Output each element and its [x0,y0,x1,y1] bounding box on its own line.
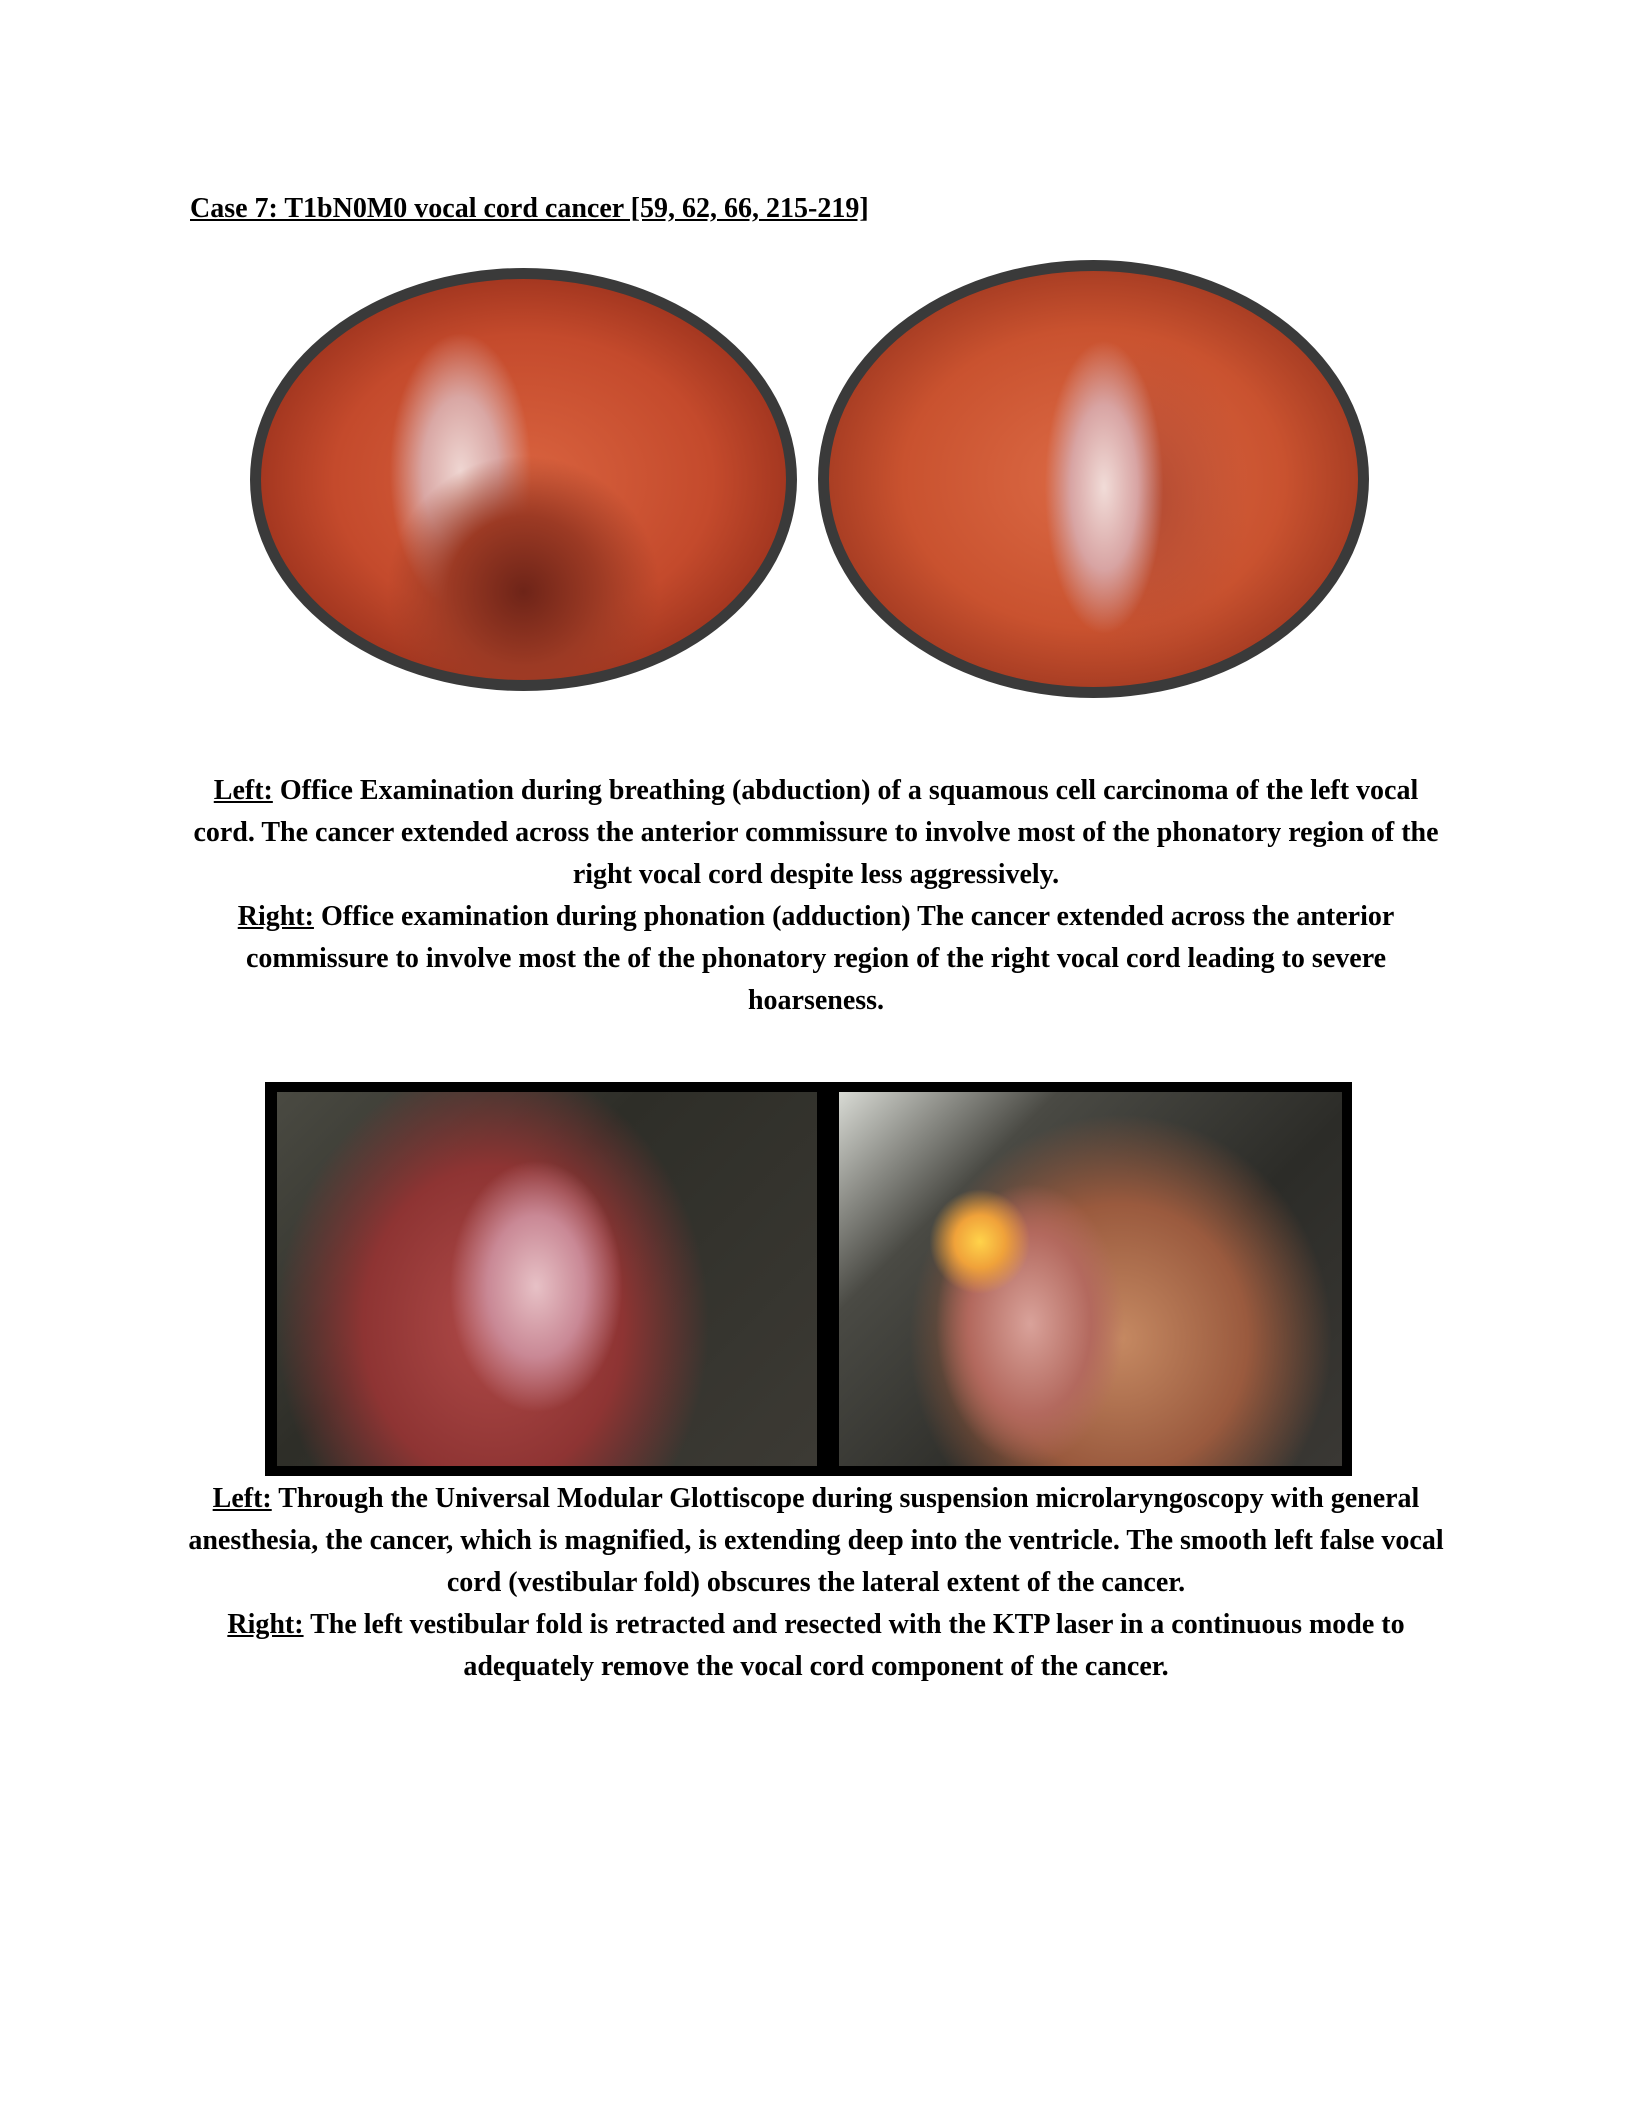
caption-right-text: The left vestibular fold is retracted and resected with the KTP laser in a continuous mode to adequately remove the vocal cord component of the cancer. [303,1609,1405,1682]
caption-left-label: Left: [212,1483,272,1514]
ktp-laser-resection-image [839,1092,1342,1466]
caption-right-text: Office examination during phonation (adduction) The cancer extended across the anterior commissure to involve most the of the phonatory region of the right vocal cord leading to severe hoarseness. [245,901,1395,1016]
caption-office-exam [180,770,1452,1022]
caption-microlaryngoscopy [180,1478,1452,1688]
caption-right-label: Right: [237,901,314,932]
office-exam-abduction-image [250,268,797,691]
page-title: Case 7: T1bN0M0 vocal cord cancer [59, 62, 66, 215-219] [190,193,869,224]
microlaryngoscopy-photo-frame [265,1082,1352,1476]
caption-left-text: Through the Universal Modular Glottiscope during suspension microlaryngoscopy with general anesthesia, the cancer, which is magnified, is extending deep into the ventricle. The smooth left false vocal cord (vestibular fold) obscures the lateral extent of the cancer. [188,1483,1444,1598]
caption-left-text: Office Examination during breathing (abduction) of a squamous cell carcinoma of the left vocal cord. The cancer extended across the anterior commissure to involve most of the phonatory region of the right vocal cord despite less aggressively. [193,775,1439,890]
caption-left-label: Left: [213,775,273,806]
caption-right-label: Right: [227,1609,304,1640]
glottiscope-view-image [277,1092,817,1466]
office-exam-adduction-image [818,260,1369,698]
